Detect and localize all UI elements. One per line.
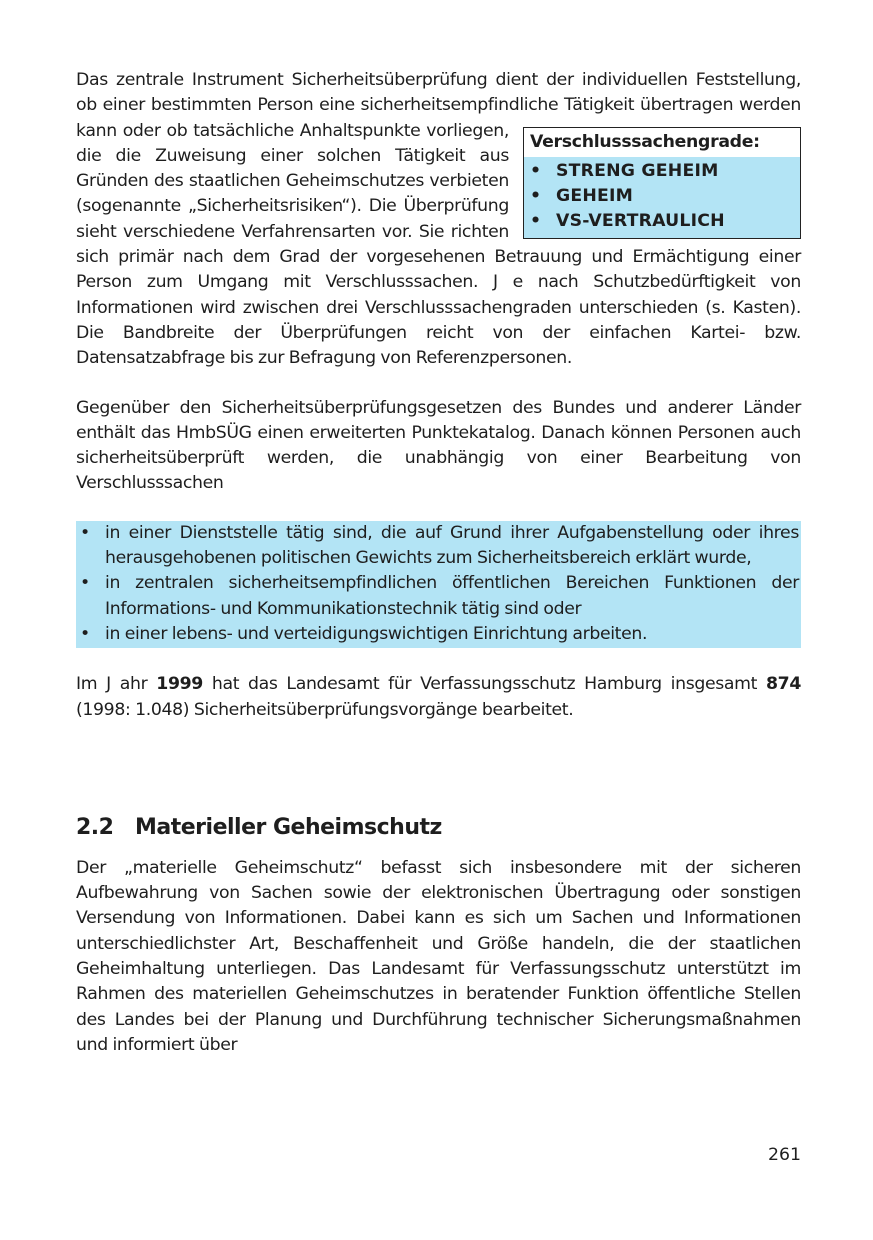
- section-heading: [76, 813, 801, 843]
- count-value: 874: [765, 674, 801, 695]
- intro-section: [76, 68, 801, 372]
- criteria-list: [76, 521, 801, 648]
- intro-paragraph: Das zentrale Instrument Sicherheitsüberprüfung dient der individuellen Feststellung, ob einer bestimmten Person eine sicherheitsempfindliche Tätigkeit übertragen werden kann oder ob tatsächliche Anhaltspunkte vorliegen, die die Zuweisung einer solchen Tätigkeit aus Gründen des staatlichen Geheimschutzes verbieten (sogenannte „Sicherheitsrisiken“). Die Überprüfung sieht verschiedene Verfahrensarten vor. Sie richten sich primär nach dem Grad der vorgesehenen Betrauung und Ermächtigung einer Person zum Umgang mit Verschlusssachen. J e nach Schutzbedürftigkeit von Informationen wird zwischen drei Verschlusssachengraden unterschieden (s. Kasten). Die Bandbreite der Überprüfungen reicht von der einfachen Kartei- bzw. Datensatzabfrage bis zur Befragung von Referenzpersonen.: [76, 70, 801, 369]
- criteria-item: • in einer lebens- und verteidigungswichtigen Einrichtung arbeiten.: [78, 622, 799, 647]
- classification-list: [524, 157, 800, 238]
- bullet-icon: •: [530, 210, 542, 231]
- section-number: 2.2: [76, 814, 114, 840]
- classification-item: • STRENG GEHEIM: [530, 159, 794, 184]
- box-title: Verschlusssachengrade:: [530, 131, 760, 152]
- section-title: Materieller Geheimschutz: [135, 814, 442, 840]
- bullet-icon: •: [80, 573, 90, 594]
- criteria-item: • in einer Dienststelle tätig sind, die auf Grund ihrer Aufgabenstellung oder ihres herausgehobenen politischen Gewichts zum Sicherheitsbereich erklärt wurde,: [80, 522, 799, 569]
- extended-catalog-paragraph: Gegenüber den Sicherheitsüberprüfungsgesetzen des Bundes und anderer Länder enthält das HmbSÜG einen erweiterten Punktekatalog. Danach können Personen auch sicherheitsüberprüft werden, die unabhängig von einer Bearbeitung von Verschlusssachen: [76, 397, 801, 494]
- classification-levels-box: [523, 127, 801, 239]
- bullet-icon: •: [80, 623, 90, 644]
- page-number: 261: [768, 1145, 801, 1165]
- criteria-item: • in zentralen sicherheitsempfindlichen öffentlichen Bereichen Funktionen der Informations- und Kommunikationstechnik tätig sind oder: [80, 573, 799, 619]
- bullet-icon: •: [530, 160, 542, 181]
- page-content: [76, 68, 801, 1058]
- bullet-icon: •: [80, 522, 90, 543]
- classification-item: • GEHEIM: [530, 184, 794, 209]
- statistics-paragraph: Im J ahr 1999 hat das Landesamt für Verfassungsschutz Hamburg insgesamt 874 (1998: 1.048) Sicherheitsüberprüfungsvorgänge bearbeitet.: [76, 674, 801, 720]
- year-value: 1999: [156, 674, 203, 695]
- bullet-icon: •: [530, 185, 542, 206]
- classification-item: • VS-VERTRAULICH: [530, 209, 794, 234]
- material-protection-paragraph: Der „materielle Geheimschutz“ befasst sich insbesondere mit der sicheren Aufbewahrung von Sachen sowie der elektronischen Übertragung oder sonstigen Versendung von Informationen. Dabei kann es sich um Sachen und Informationen unterschiedlichster Art, Beschaffenheit und Größe handeln, die der staatlichen Geheimhaltung unterliegen. Das Landesamt für Verfassungsschutz unterstützt im Rahmen des materiellen Geheimschutzes in beratender Funktion öffentliche Stellen des Landes bei der Planung und Durchführung technischer Sicherungsmaßnahmen und informiert über: [76, 857, 801, 1055]
